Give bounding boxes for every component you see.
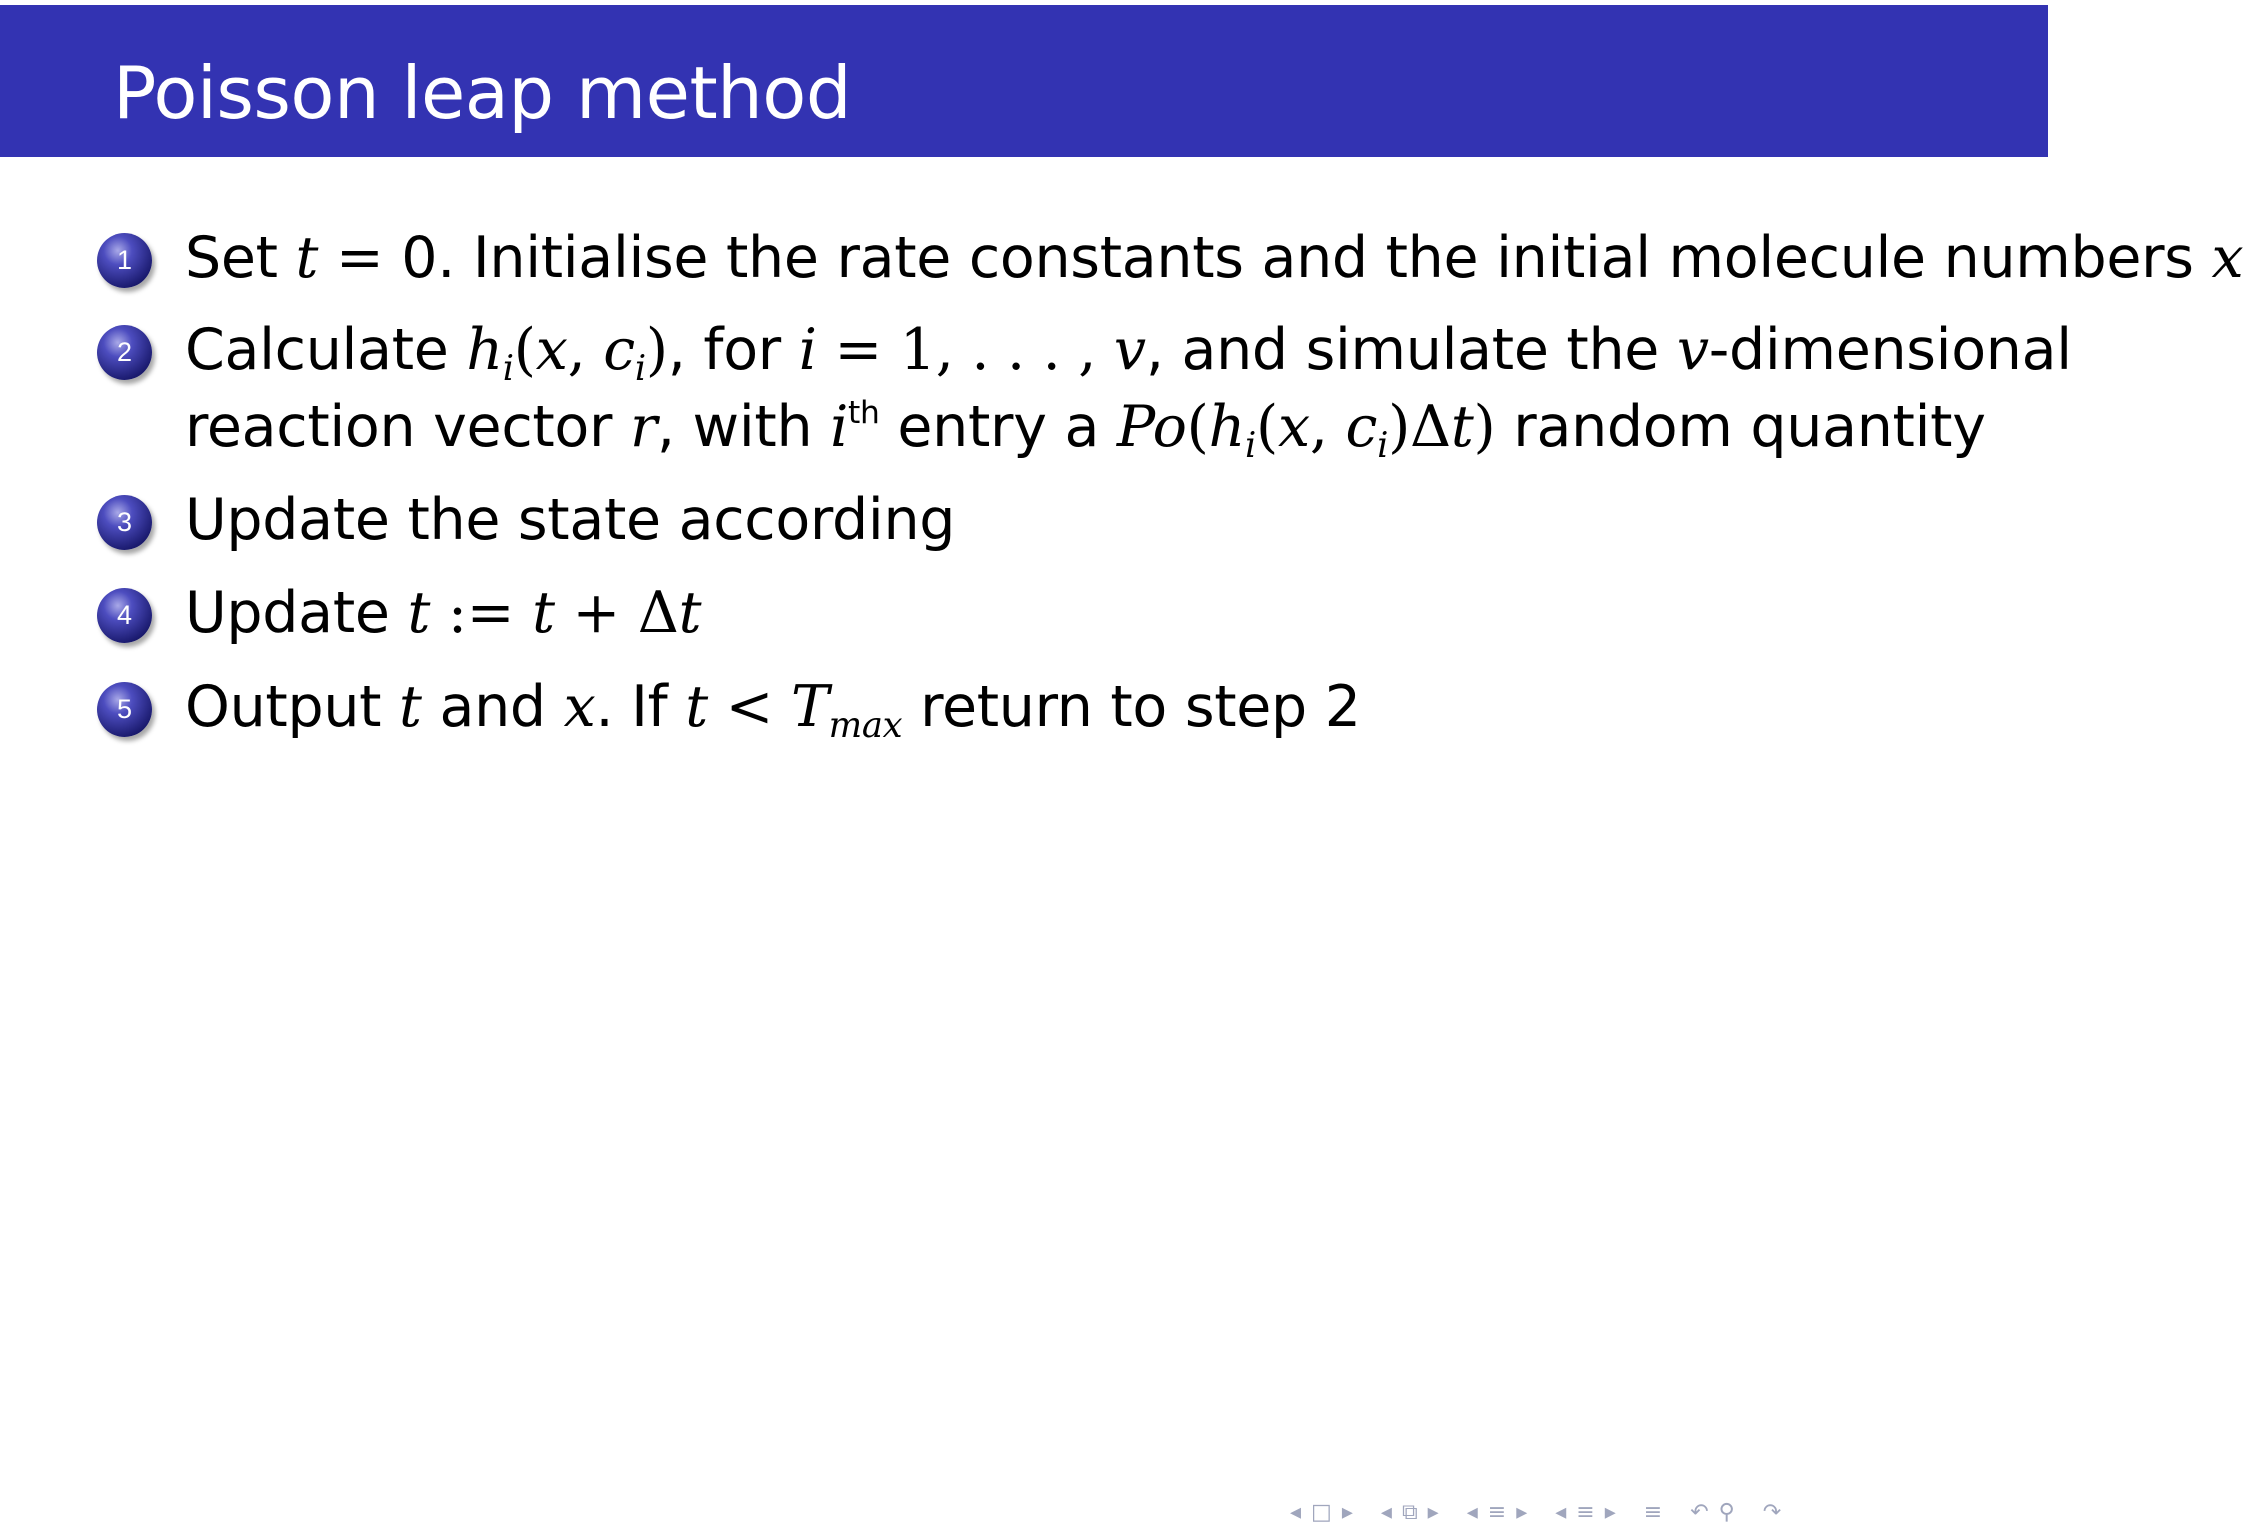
text-segment: x bbox=[563, 674, 596, 740]
text-segment: reaction vector bbox=[185, 394, 630, 460]
nav-next-frame-icon[interactable]: ▸ bbox=[1427, 1500, 1439, 1525]
nav-search-icon[interactable]: ⚲ bbox=[1718, 1500, 1735, 1525]
text-segment: i bbox=[798, 317, 817, 383]
step-text-5 bbox=[185, 674, 1361, 746]
slide-title: Poisson leap method bbox=[113, 51, 852, 135]
bullet-number-4: 4 bbox=[97, 588, 152, 643]
nav-prev-section-icon[interactable]: ◂ bbox=[1466, 1500, 1478, 1525]
text-segment: v bbox=[1676, 317, 1709, 383]
text-segment: -dimensional bbox=[1708, 317, 2072, 383]
text-segment: . If bbox=[595, 674, 686, 740]
text-segment: and bbox=[421, 674, 564, 740]
text-segment: ( bbox=[1186, 394, 1209, 460]
text-segment: max bbox=[828, 704, 903, 746]
bullet-number-3: 3 bbox=[97, 495, 152, 550]
nav-prev-slide-icon[interactable]: ◂ bbox=[1290, 1500, 1302, 1525]
text-segment: 0. Initialise the rate constants and the initial molecule numbers bbox=[401, 225, 2212, 291]
text-segment: h bbox=[466, 317, 503, 383]
nav-back-icon[interactable]: ↶ bbox=[1690, 1500, 1709, 1525]
text-segment: h bbox=[1208, 394, 1246, 460]
text-segment: Set bbox=[185, 225, 296, 291]
text-segment: , bbox=[1309, 394, 1346, 460]
text-segment: c bbox=[1345, 394, 1378, 460]
nav-next-slide-icon[interactable]: ▸ bbox=[1341, 1500, 1353, 1525]
text-segment: ) bbox=[645, 317, 668, 383]
text-segment: t bbox=[678, 580, 702, 646]
nav-prev-subsection-icon[interactable]: ◂ bbox=[1555, 1500, 1567, 1525]
text-segment: th bbox=[848, 394, 880, 431]
nav-slide-icon[interactable]: □ bbox=[1311, 1500, 1332, 1525]
text-segment: x bbox=[2211, 225, 2243, 291]
step-text-4 bbox=[185, 580, 701, 646]
bullet-number-1: 1 bbox=[97, 233, 152, 288]
text-segment: random quantity bbox=[1495, 394, 1986, 460]
text-segment: , bbox=[567, 317, 604, 383]
nav-section-icon[interactable]: ≡ bbox=[1487, 1500, 1507, 1525]
text-segment: Update the state according bbox=[185, 487, 956, 553]
step-text-1 bbox=[185, 225, 2243, 291]
text-segment: t bbox=[295, 225, 319, 291]
text-segment: t bbox=[1450, 394, 1474, 460]
step-text-2-line-2 bbox=[185, 394, 1986, 466]
text-segment: , with bbox=[656, 394, 831, 460]
bullet-number-5: 5 bbox=[97, 682, 152, 737]
text-segment: T bbox=[790, 674, 829, 740]
text-segment: Output bbox=[185, 674, 400, 740]
text-segment: t bbox=[532, 580, 555, 646]
text-segment: := bbox=[430, 580, 533, 646]
nav-next-subsection-icon[interactable]: ▸ bbox=[1604, 1500, 1616, 1525]
text-segment: i bbox=[830, 394, 849, 460]
nav-prev-frame-icon[interactable]: ◂ bbox=[1380, 1500, 1392, 1525]
text-segment: < bbox=[707, 674, 791, 740]
nav-toc-icon[interactable]: ≡ bbox=[1643, 1500, 1663, 1525]
text-segment: ) bbox=[1473, 394, 1496, 460]
text-segment: + Δ bbox=[554, 580, 679, 646]
text-segment: , and simulate the bbox=[1145, 317, 1677, 383]
text-segment: c bbox=[603, 317, 635, 383]
slide-header bbox=[0, 5, 2048, 157]
text-segment: i bbox=[502, 347, 514, 389]
nav-forward-icon[interactable]: ↷ bbox=[1762, 1500, 1782, 1525]
nav-subsection-icon[interactable]: ≡ bbox=[1576, 1500, 1595, 1525]
text-segment: x bbox=[1277, 394, 1310, 460]
text-segment: t bbox=[399, 674, 422, 740]
text-segment: i bbox=[1377, 424, 1389, 466]
bullet-number-2: 2 bbox=[97, 325, 152, 380]
text-segment: t bbox=[685, 674, 708, 740]
text-segment: , for bbox=[667, 317, 799, 383]
beamer-navigation-bar bbox=[1290, 1500, 1791, 1532]
text-segment: )Δ bbox=[1388, 394, 1451, 460]
text-segment: v bbox=[1113, 317, 1146, 383]
text-segment: t bbox=[407, 580, 431, 646]
text-segment: entry a bbox=[879, 394, 1117, 460]
text-segment: = bbox=[318, 225, 402, 291]
text-segment: i bbox=[1245, 424, 1257, 466]
text-segment: return to step 2 bbox=[902, 674, 1361, 740]
nav-next-section-icon[interactable]: ▸ bbox=[1516, 1500, 1528, 1525]
text-segment: ( bbox=[513, 317, 536, 383]
text-segment: ( bbox=[1256, 394, 1278, 460]
step-text-2-line-1 bbox=[185, 317, 2072, 389]
text-segment: i bbox=[634, 347, 646, 389]
text-segment: Calculate bbox=[185, 317, 467, 383]
text-segment: = 1, . . . , bbox=[816, 317, 1114, 383]
text-segment: x bbox=[535, 317, 568, 383]
step-text-3 bbox=[185, 487, 955, 553]
text-segment: r bbox=[629, 394, 657, 460]
text-segment: Update bbox=[185, 580, 408, 646]
nav-frame-icon[interactable]: ⧉ bbox=[1401, 1500, 1418, 1525]
text-segment: Po bbox=[1116, 394, 1187, 460]
